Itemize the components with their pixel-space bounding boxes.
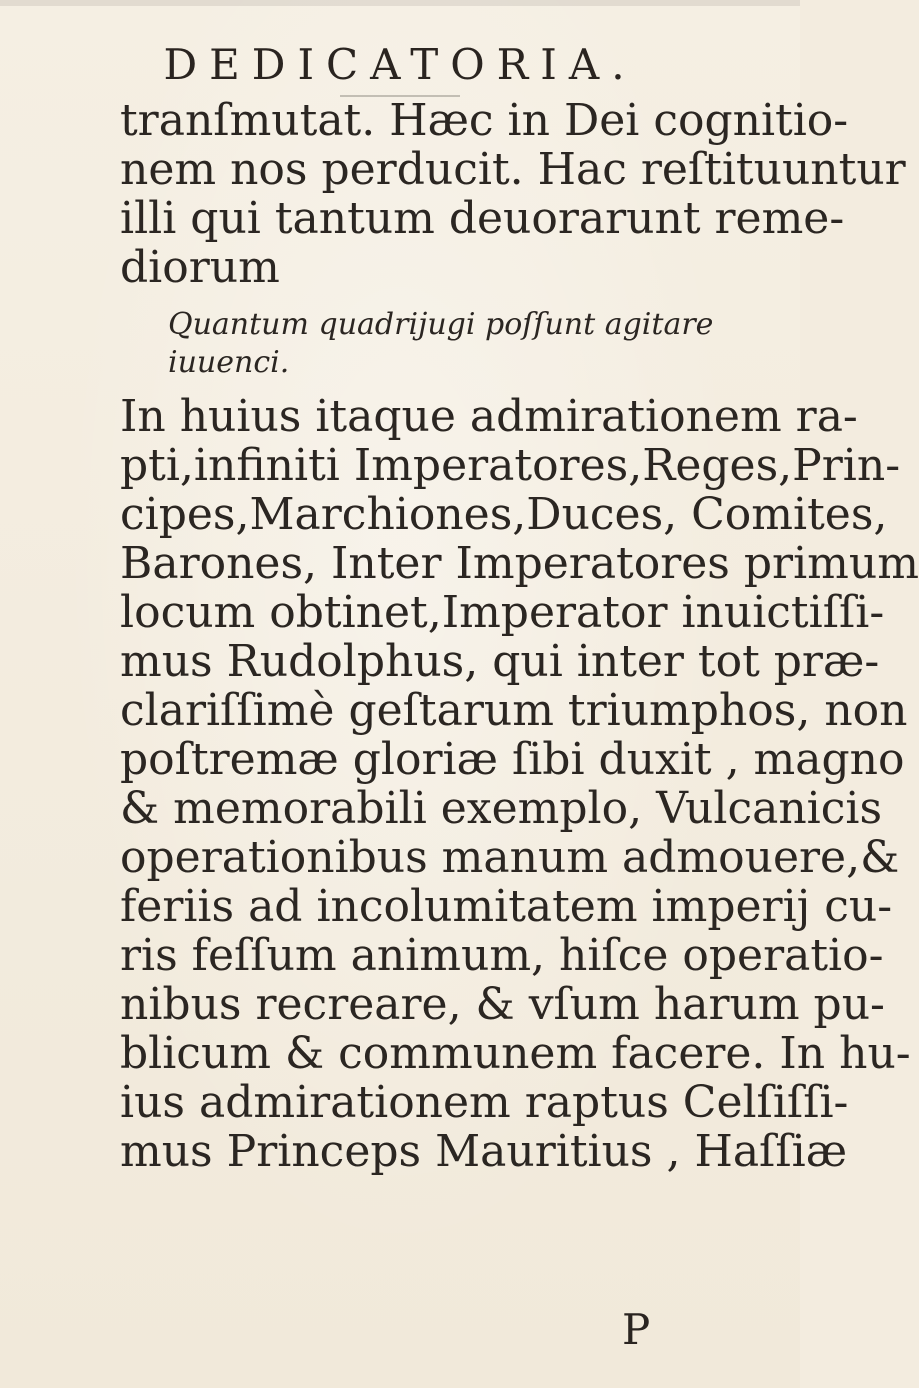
text-line: & memorabili exemplo, Vulcanicis [120, 783, 883, 834]
page-header [0, 40, 800, 97]
text-line: blicum & communem facere. In hu- [120, 1028, 911, 1079]
text-line: clariſſimè geſtarum triumphos, non [120, 685, 908, 736]
text-line: mus Rudolphus, qui inter tot præ- [120, 636, 880, 687]
text-line: cipes,Marchiones,Duces, Comites, [120, 489, 888, 540]
verse-line: iuuenci. [168, 345, 290, 380]
text-line: tranſmutat. Hæc in Dei cognitio- [120, 95, 849, 146]
text-line: In huius itaque admirationem ra- [120, 391, 858, 442]
text-line: feriis ad incolumitatem imperij cu- [120, 881, 893, 932]
spacer [120, 292, 730, 306]
verse-line: Quantum quadrijugi poſſunt agitare [168, 307, 714, 342]
text-line: locum obtinet,Imperator inuictiſſi- [120, 587, 885, 638]
text-line: ris feſſum animum, hiſce operatio- [120, 930, 884, 981]
paper-stain [0, 0, 800, 6]
text-line: ius admirationem raptus Celſiſſi- [120, 1077, 849, 1128]
text-line: Barones, Inter Imperatores primum [120, 538, 919, 589]
text-line: operationibus manum admouere,& [120, 832, 900, 883]
text-line: diorum [120, 242, 280, 293]
text-line: poſtremæ gloriæ ſibi duxit , magno [120, 734, 905, 785]
body-text [120, 95, 919, 1177]
signature-mark: P [622, 1305, 651, 1354]
text-line: nem nos perducit. Hac reſtituuntur [120, 144, 906, 195]
header-title: DEDICATORIA. [163, 40, 637, 89]
text-line: nibus recreare, & vſum harum pu- [120, 979, 885, 1030]
text-line: pti,infiniti Imperatores,Reges,Prin- [120, 440, 901, 491]
text-line: mus Princeps Mauritius , Haſſiæ [120, 1126, 848, 1177]
text-line: illi qui tantum deuorarunt reme- [120, 193, 845, 244]
